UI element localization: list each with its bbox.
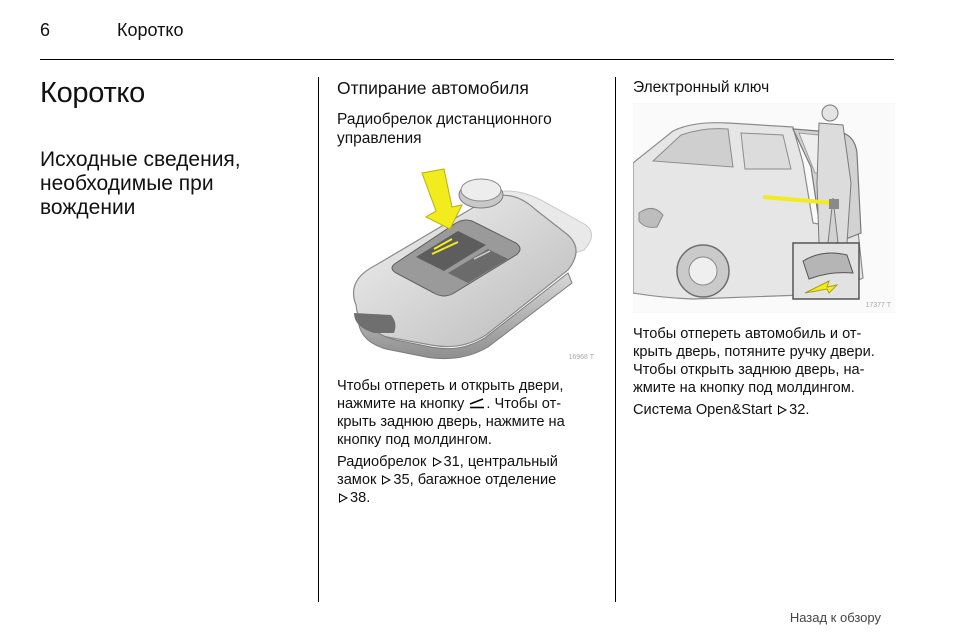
unlocking-heading: Отпирание автомобиля xyxy=(337,78,529,98)
text-line: крыть заднюю дверь, нажмите на xyxy=(337,414,565,430)
page-ref[interactable]: 38. xyxy=(350,490,371,506)
remote-key-instructions xyxy=(337,377,599,511)
page-ref[interactable]: 31, центральный xyxy=(443,454,558,470)
column-divider-left xyxy=(318,77,319,602)
car-door-drawing xyxy=(633,103,895,313)
text-line: кнопку под молдингом. xyxy=(337,432,492,448)
triangle-right-icon xyxy=(381,475,391,485)
text-line: Чтобы отпереть и открыть двери, xyxy=(337,378,564,394)
remote-key-drawing xyxy=(336,155,598,367)
text-line: нажмите на кнопку xyxy=(337,396,465,412)
header-rule xyxy=(40,59,894,60)
remote-key-illustration xyxy=(336,155,598,367)
text-line: Чтобы открыть заднюю дверь, на- xyxy=(633,362,865,378)
electronic-key-heading: Электронный ключ xyxy=(633,79,770,96)
figure-code: 16968 T xyxy=(568,354,594,361)
triangle-right-icon xyxy=(432,457,442,467)
page-ref[interactable]: 35, багажное отделение xyxy=(393,472,557,488)
section-title: Исходные сведения, необходимые при вождении xyxy=(40,148,241,219)
text-line: . Чтобы от- xyxy=(486,396,562,412)
chapter-title: Коротко xyxy=(40,77,145,109)
car-door-illustration xyxy=(633,103,895,313)
unlock-symbol-icon xyxy=(468,397,486,409)
text-line: крыть дверь, потяните ручку двери. xyxy=(633,344,875,360)
remote-key-subheading: Радиобрелок дистанционного управления xyxy=(337,111,552,147)
link-open-start[interactable]: Система Open&Start xyxy=(633,402,773,418)
page-ref[interactable]: 32. xyxy=(789,402,810,418)
column-divider-right xyxy=(615,77,616,602)
figure-code: 17377 T xyxy=(865,302,891,309)
electronic-key-instructions xyxy=(633,325,903,423)
back-to-overview-link[interactable]: Назад к обзору xyxy=(789,610,881,625)
text-line: жмите на кнопку под молдингом. xyxy=(633,380,855,396)
text-line: Чтобы отпереть автомобиль и от- xyxy=(633,326,862,342)
link-remote-key[interactable]: Радиобрелок xyxy=(337,454,427,470)
running-header-title: Коротко xyxy=(117,20,184,40)
page-number: 6 xyxy=(40,20,51,40)
triangle-right-icon xyxy=(338,493,348,503)
triangle-right-icon xyxy=(777,405,787,415)
link-central-lock[interactable]: замок xyxy=(337,472,377,488)
